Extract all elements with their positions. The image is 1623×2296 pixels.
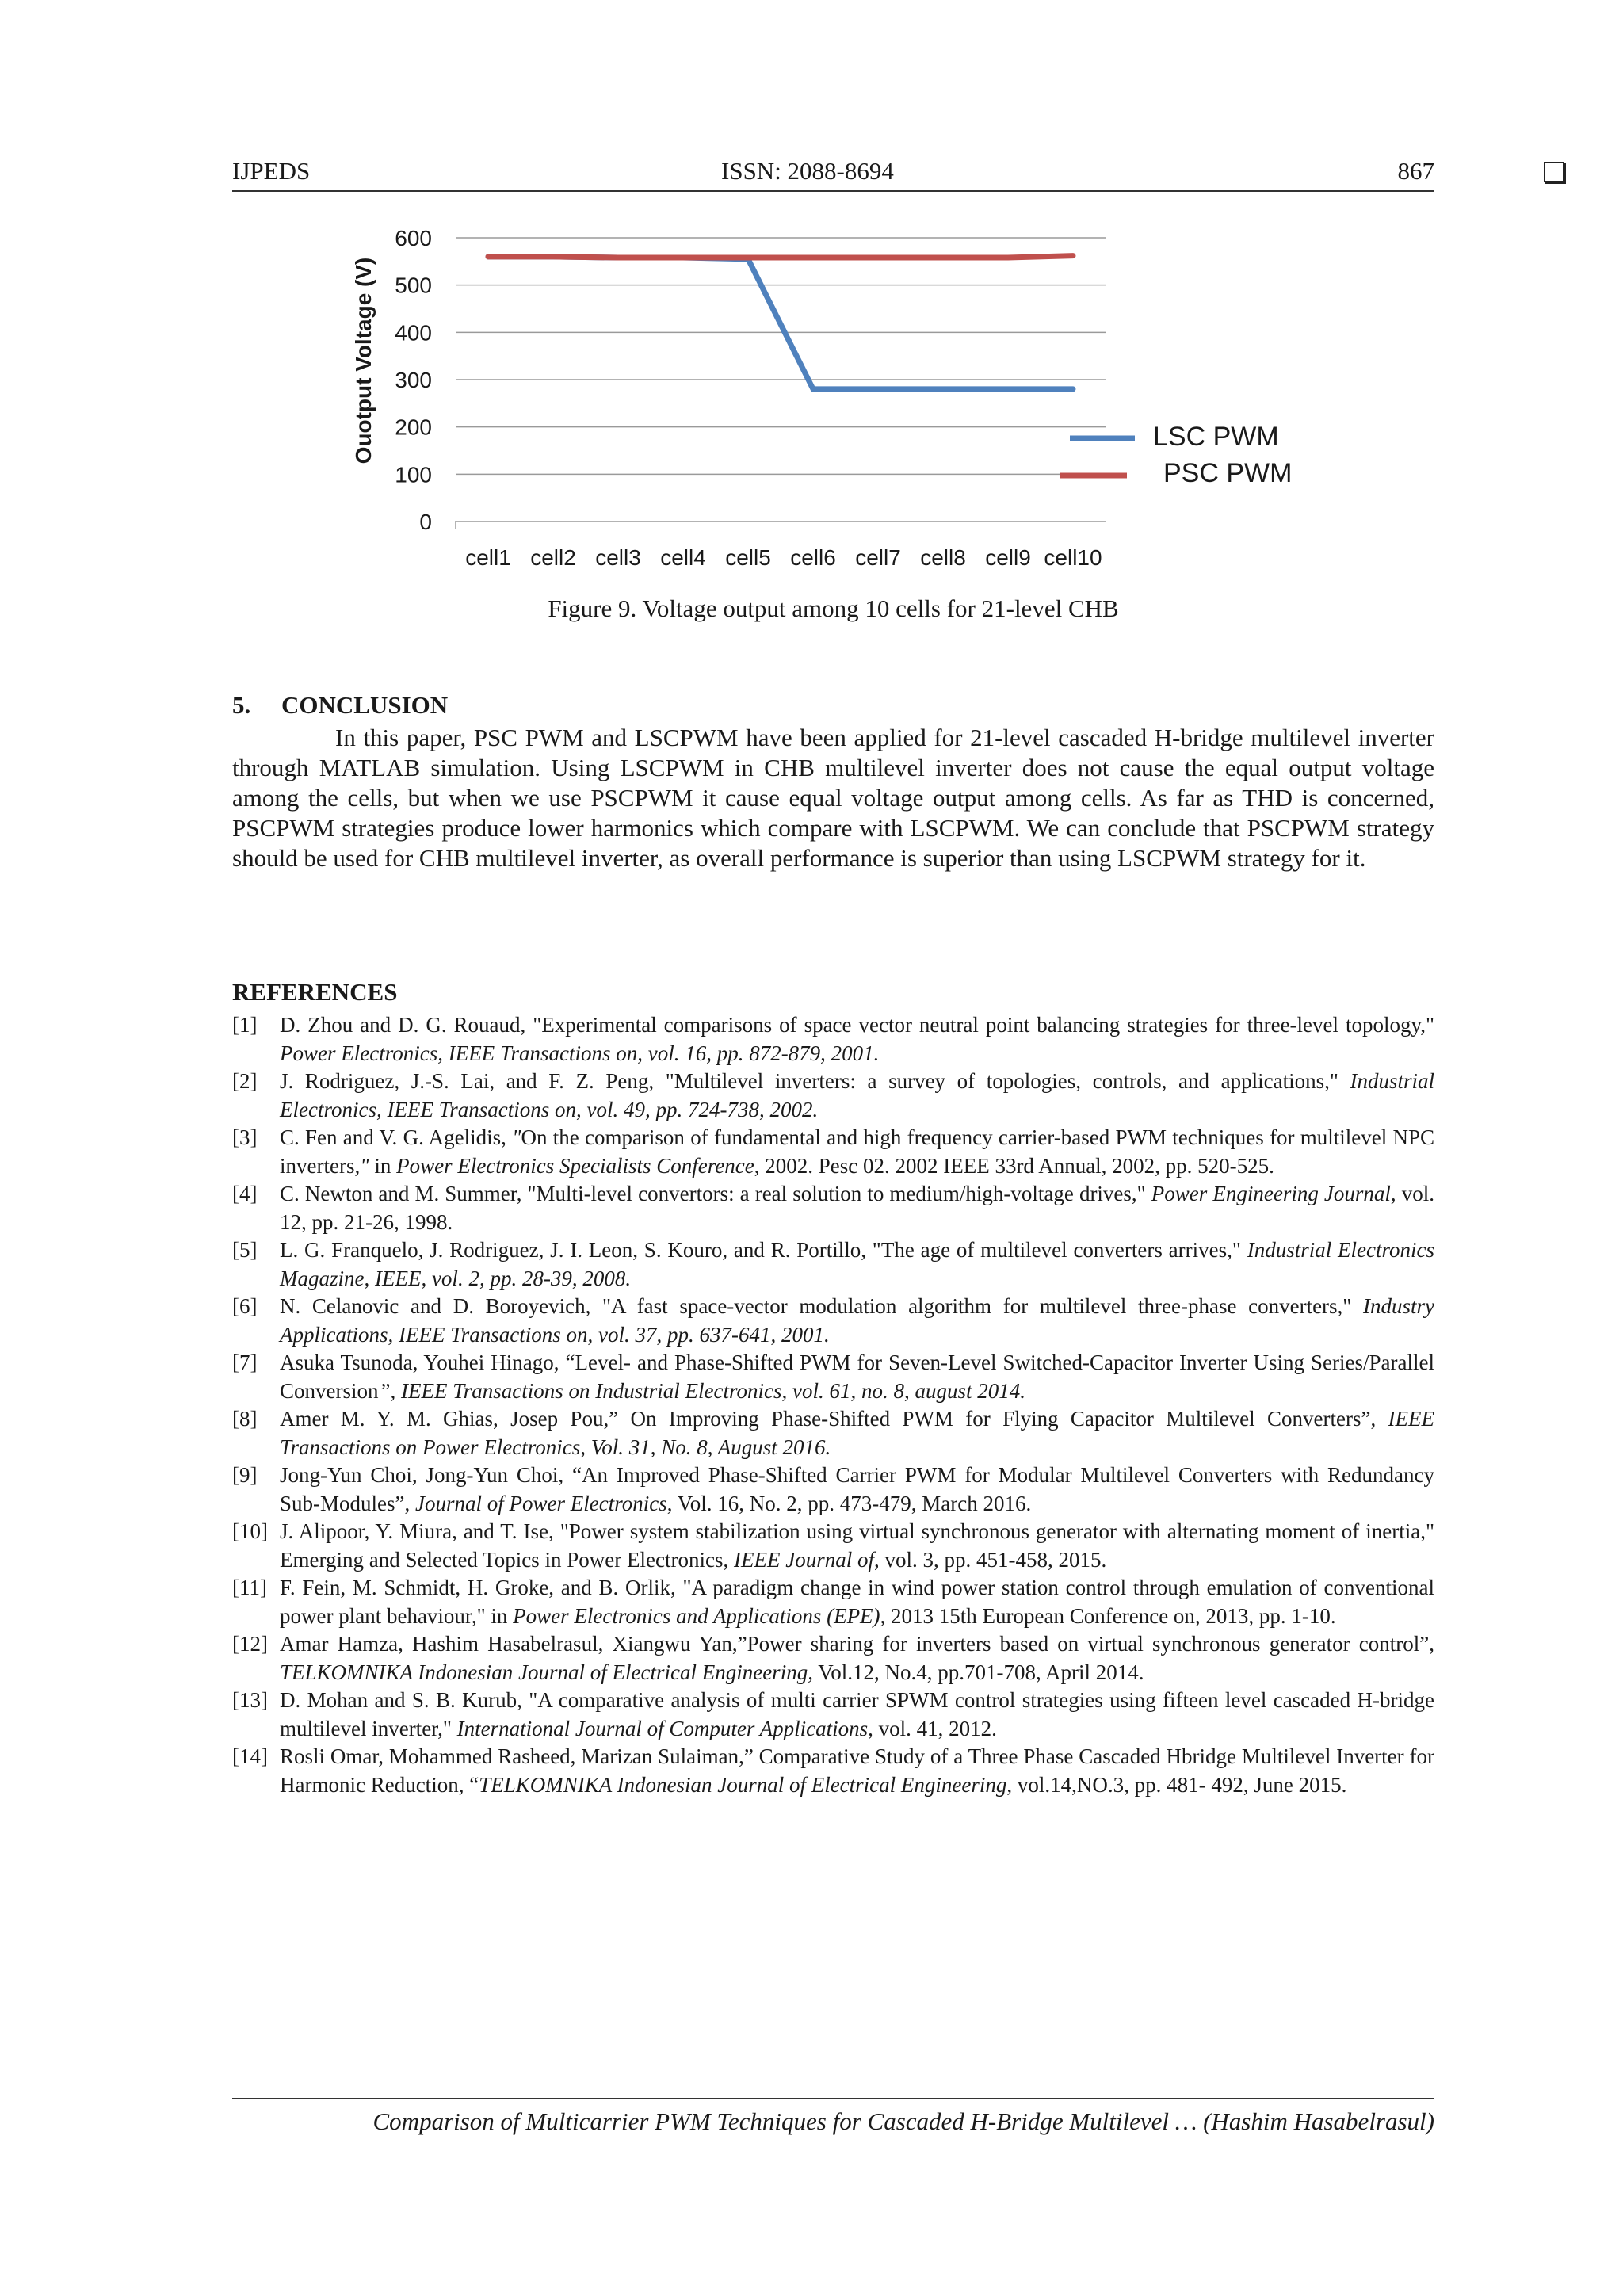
reference-source: IEEE Transactions on Power Electronics, Vol. 31, No. 8, August 2016. (280, 1407, 1434, 1459)
page-header (232, 155, 1434, 192)
reference-text: C. Newton and M. Summer, "Multi-level convertors: a real solution to medium/high-voltage drives," (280, 1182, 1151, 1205)
reference-text: J. Alipoor, Y. Miura, and T. Ise, "Power system stabilization using virtual synchronous generator with alternating moment of inertia," Emerging and Selected Topics in Power Electronics, (280, 1519, 1434, 1572)
x-tick-label: cell5 (725, 545, 771, 570)
reference-text: C. Fen and V. G. Agelidis, (280, 1125, 513, 1149)
y-tick-label: 100 (395, 462, 432, 487)
reference-number: [1] (232, 1013, 258, 1037)
chart-gridlines (456, 238, 1106, 529)
legend-label: LSC PWM (1153, 422, 1279, 452)
y-tick-label: 0 (419, 510, 432, 534)
section-heading (232, 691, 448, 720)
reference-text: Vol.12, No.4, pp.701-708, April 2014. (812, 1660, 1144, 1684)
section-title: CONCLUSION (281, 691, 449, 719)
reference-item (232, 1068, 1434, 1124)
reference-number: [9] (232, 1463, 258, 1487)
reference-source: Power Engineering Journal, (1151, 1182, 1396, 1205)
page-footer: Comparison of Multicarrier PWM Techniques for Cascaded H-Bridge Multilevel … (Hashim Hasabelrasul) (232, 2098, 1434, 2136)
reference-text: Amer M. Y. M. Ghias, Josep Pou,” On Improving Phase-Shifted PWM for Flying Capacitor Multilevel Converters”, (280, 1407, 1388, 1431)
reference-source: ," (354, 1153, 369, 1178)
reference-number: [4] (232, 1182, 258, 1205)
reference-source: International Journal of Computer Applications, (456, 1716, 873, 1740)
reference-text: F. Fein, M. Schmidt, H. Groke, and B. Orlik, "A paradigm change in wind power station control through emulation of conventional power plant behaviour," in (280, 1576, 1434, 1628)
section-number: 5. (232, 691, 251, 719)
reference-number: [7] (232, 1350, 258, 1374)
y-axis-label: Ouotput Voltage (V) (351, 257, 376, 464)
reference-item (232, 1630, 1434, 1687)
x-tick-label: cell9 (985, 545, 1031, 570)
reference-number: [6] (232, 1294, 258, 1318)
reference-text: N. Celanovic and D. Boroyevich, "A fast space-vector modulation algorithm for multilevel three-phase converters," (280, 1294, 1363, 1318)
reference-number: [2] (232, 1069, 258, 1093)
issn: ISSN: 2088-8694 (721, 157, 894, 185)
reference-text: D. Zhou and D. G. Rouaud, "Experimental comparisons of space vector neutral point balancing strategies for three-level topology," (280, 1013, 1434, 1037)
reference-text: , vol.14,NO.3, pp. 481- 492, June 2015. (1006, 1772, 1347, 1797)
series-line-psc-pwm (488, 256, 1073, 258)
chart-legend (1060, 422, 1292, 488)
reference-item (232, 1236, 1434, 1293)
reference-source: Power Electronics Specialists Conference (396, 1153, 754, 1178)
reference-text: vol. 41, 2012. (873, 1716, 997, 1740)
reference-item (232, 1461, 1434, 1518)
reference-item (232, 1011, 1434, 1068)
voltage-line-chart (333, 214, 1347, 586)
x-tick-label: cell7 (855, 545, 901, 570)
reference-number: [5] (232, 1238, 258, 1262)
conclusion-paragraph: In this paper, PSC PWM and LSCPWM have been applied for 21-level cascaded H-bridge multilevel inverter through MATLAB simulation. Using LSCPWM in CHB multilevel inverter does not cause the equal output voltage among the cells, but when we use PSCPWM it cause equal voltage output among cells. As far as THD is concerned, PSCPWM strategies produce lower harmonics which compare with LSCPWM. We can conclude that PSCPWM strategy should be used for CHB multilevel inverter, as overall performance is superior than using LSCPWM strategy for it. (232, 724, 1434, 872)
y-tick-label: 200 (395, 415, 432, 440)
reference-source: Industry Applications, IEEE Transactions on, vol. 37, pp. 637-641, 2001. (280, 1294, 1434, 1347)
reference-source: TELKOMNIKA Indonesian Journal of Electrical Engineering, (280, 1660, 813, 1684)
reference-item (232, 1349, 1434, 1405)
reference-text: Amar Hamza, Hashim Hasabelrasul, Xiangwu Yan,”Power sharing for inverters based on virtual synchronous generator control”, (280, 1632, 1434, 1656)
checkbox-square-icon (1544, 162, 1564, 182)
reference-text: in (369, 1153, 397, 1178)
reference-text: 2013 15th European Conference on, 2013, pp. 1-10. (885, 1603, 1336, 1628)
reference-source: Power Electronics, IEEE Transactions on, vol. 16, pp. 872-879, 2001. (280, 1041, 880, 1065)
reference-text: D. Mohan and S. B. Kurub, "A comparative analysis of multi carrier SPWM control strategies using fifteen level cascaded H-bridge multilevel inverter," (280, 1688, 1434, 1740)
reference-number: [11] (232, 1576, 267, 1599)
reference-source: TELKOMNIKA Indonesian Journal of Electrical Engineering (479, 1772, 1007, 1797)
x-tick-label: cell8 (920, 545, 966, 570)
x-tick-label: cell3 (595, 545, 641, 570)
reference-source: Industrial Electronics Magazine, IEEE, vol. 2, pp. 28-39, 2008. (280, 1238, 1434, 1290)
reference-source: Journal of Power Electronics (415, 1491, 667, 1515)
reference-text: Rosli Omar, Mohammed Rasheed, Marizan Sulaiman,” Comparative Study of a Three Phase Cascaded Hbridge Multilevel Inverter for Harmonic Reduction, “ (280, 1744, 1434, 1797)
reference-number: [12] (232, 1632, 268, 1656)
reference-item (232, 1743, 1434, 1799)
x-tick-labels (465, 545, 1102, 570)
reference-text: On the comparison of fundamental and high frequency carrier-based PWM techniques for multilevel NPC inverters (280, 1125, 1434, 1178)
reference-item (232, 1574, 1434, 1630)
reference-number: [10] (232, 1519, 268, 1543)
y-tick-label: 300 (395, 368, 432, 392)
series-line-lsc-pwm (488, 257, 1073, 389)
journal-name: IJPEDS (232, 157, 311, 185)
x-tick-label: cell2 (530, 545, 576, 570)
y-tick-label: 600 (395, 226, 432, 250)
reference-item (232, 1124, 1434, 1180)
reference-source: Power Electronics and Applications (EPE), (513, 1603, 886, 1628)
reference-list (232, 1011, 1434, 1799)
references-heading: REFERENCES (232, 978, 398, 1006)
page-number: 867 (1397, 157, 1434, 185)
reference-item (232, 1405, 1434, 1461)
reference-number: [8] (232, 1407, 258, 1431)
chart-series (488, 256, 1073, 389)
y-tick-labels (395, 226, 432, 534)
reference-source: Industrial Electronics, IEEE Transactions on, vol. 49, pp. 724-738, 2002. (280, 1069, 1434, 1121)
reference-number: [14] (232, 1744, 268, 1768)
reference-text: , Vol. 16, No. 2, pp. 473-479, March 2016. (666, 1491, 1032, 1515)
reference-item (232, 1180, 1434, 1236)
x-tick-label: cell10 (1044, 545, 1102, 570)
reference-source: " (512, 1125, 521, 1149)
reference-number: [3] (232, 1125, 258, 1149)
reference-text: L. G. Franquelo, J. Rodriguez, J. I. Leon, S. Kouro, and R. Portillo, "The age of multilevel converters arrives," (280, 1238, 1247, 1262)
reference-number: [13] (232, 1688, 268, 1712)
reference-source: ”, IEEE Transactions on Industrial Electronics, vol. 61, no. 8, august 2014. (378, 1378, 1025, 1403)
x-tick-label: cell1 (465, 545, 511, 570)
reference-text: Jong-Yun Choi, Jong-Yun Choi, “An Improved Phase-Shifted Carrier PWM for Modular Multilevel Converters with Redundancy Sub-Modules”, (280, 1463, 1434, 1515)
reference-text: Asuka Tsunoda, Youhei Hinago, “Level- and Phase-Shifted PWM for Seven-Level Switched-Capacitor Inverter Using Series/Parallel Conversion (280, 1350, 1434, 1403)
reference-source: IEEE Journal of (733, 1547, 874, 1572)
legend-label: PSC PWM (1163, 458, 1293, 488)
reference-text: vol. 12, pp. 21-26, 1998. (280, 1182, 1434, 1234)
reference-text: , vol. 3, pp. 451-458, 2015. (873, 1547, 1107, 1572)
reference-text: , 2002. Pesc 02. 2002 IEEE 33rd Annual, 2002, pp. 520-525. (754, 1153, 1274, 1178)
y-tick-label: 500 (395, 273, 432, 298)
figure-caption: Figure 9. Voltage output among 10 cells for 21-level CHB (548, 594, 1119, 622)
reference-item (232, 1687, 1434, 1743)
reference-item (232, 1293, 1434, 1349)
x-tick-label: cell4 (660, 545, 706, 570)
y-tick-label: 400 (395, 320, 432, 346)
x-tick-label: cell6 (790, 545, 836, 570)
reference-text: J. Rodriguez, J.-S. Lai, and F. Z. Peng, "Multilevel inverters: a survey of topologies, controls, and applications," (280, 1069, 1350, 1093)
reference-item (232, 1518, 1434, 1574)
